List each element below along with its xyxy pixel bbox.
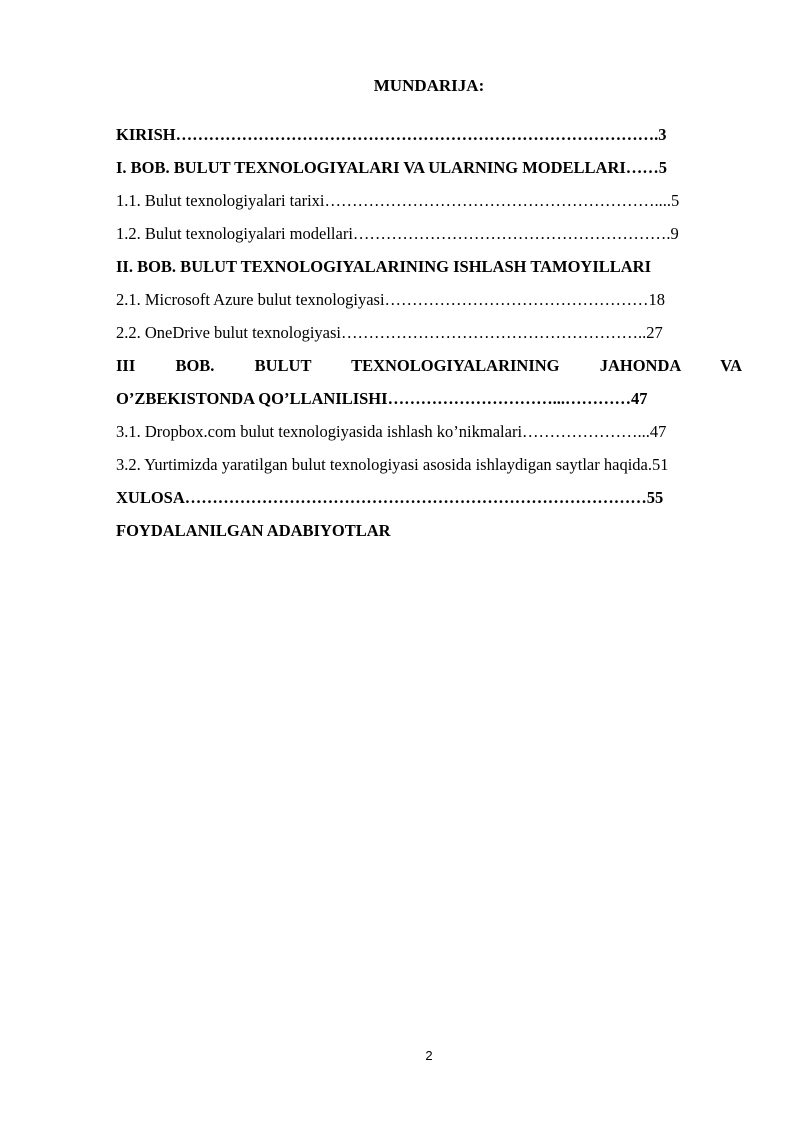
toc-entry-adabiyotlar[interactable]: FOYDALANILGAN ADABIYOTLAR bbox=[116, 521, 391, 540]
toc-entry-2-2[interactable]: 2.2. OneDrive bulut texnologiyasi………………………………………………..27 bbox=[116, 323, 663, 342]
toc-entry-chapter-2[interactable]: II. BOB. BULUT TEXNOLOGIYALARINING ISHLASH TAMOYILLARI bbox=[116, 257, 652, 276]
table-of-contents bbox=[116, 118, 742, 547]
toc-entry-1-1[interactable]: 1.1. Bulut texnologiyalari tarixi……………………………………………………....5 bbox=[116, 191, 680, 210]
page-title: MUNDARIJA: bbox=[373, 76, 485, 95]
toc-entry-chapter-3-line-2[interactable]: O’ZBEKISTONDA QO’LLANILISHI…………………………...…………47 bbox=[116, 389, 648, 408]
toc-entry-chapter-3-line-1[interactable]: III BOB. BULUT TEXNOLOGIYALARINING JAHONDA VA bbox=[116, 356, 742, 375]
toc-entry-kirish[interactable]: KIRISH…………………………………………………………………………….3 bbox=[116, 125, 667, 144]
toc-entry-xulosa[interactable]: XULOSA…………………………………………………………………………55 bbox=[116, 488, 664, 507]
toc-entry-3-1[interactable]: 3.1. Dropbox.com bulut texnologiyasida ishlash ko’nikmalari…………………...47 bbox=[116, 422, 667, 441]
toc-entry-chapter-1[interactable]: I. BOB. BULUT TEXNOLOGIYALARI VA ULARNING MODELLARI……5 bbox=[116, 158, 668, 177]
toc-entry-1-2[interactable]: 1.2. Bulut texnologiyalari modellari………………………………………………….9 bbox=[116, 224, 679, 243]
page-number: 2 bbox=[425, 1048, 433, 1063]
toc-entry-3-2[interactable]: 3.2. Yurtimizda yaratilgan bulut texnologiyasi asosida ishlaydigan saytlar haqida.51 bbox=[116, 455, 669, 474]
toc-entry-2-1[interactable]: 2.1. Microsoft Azure bulut texnologiyasi…………………………………………18 bbox=[116, 290, 666, 309]
